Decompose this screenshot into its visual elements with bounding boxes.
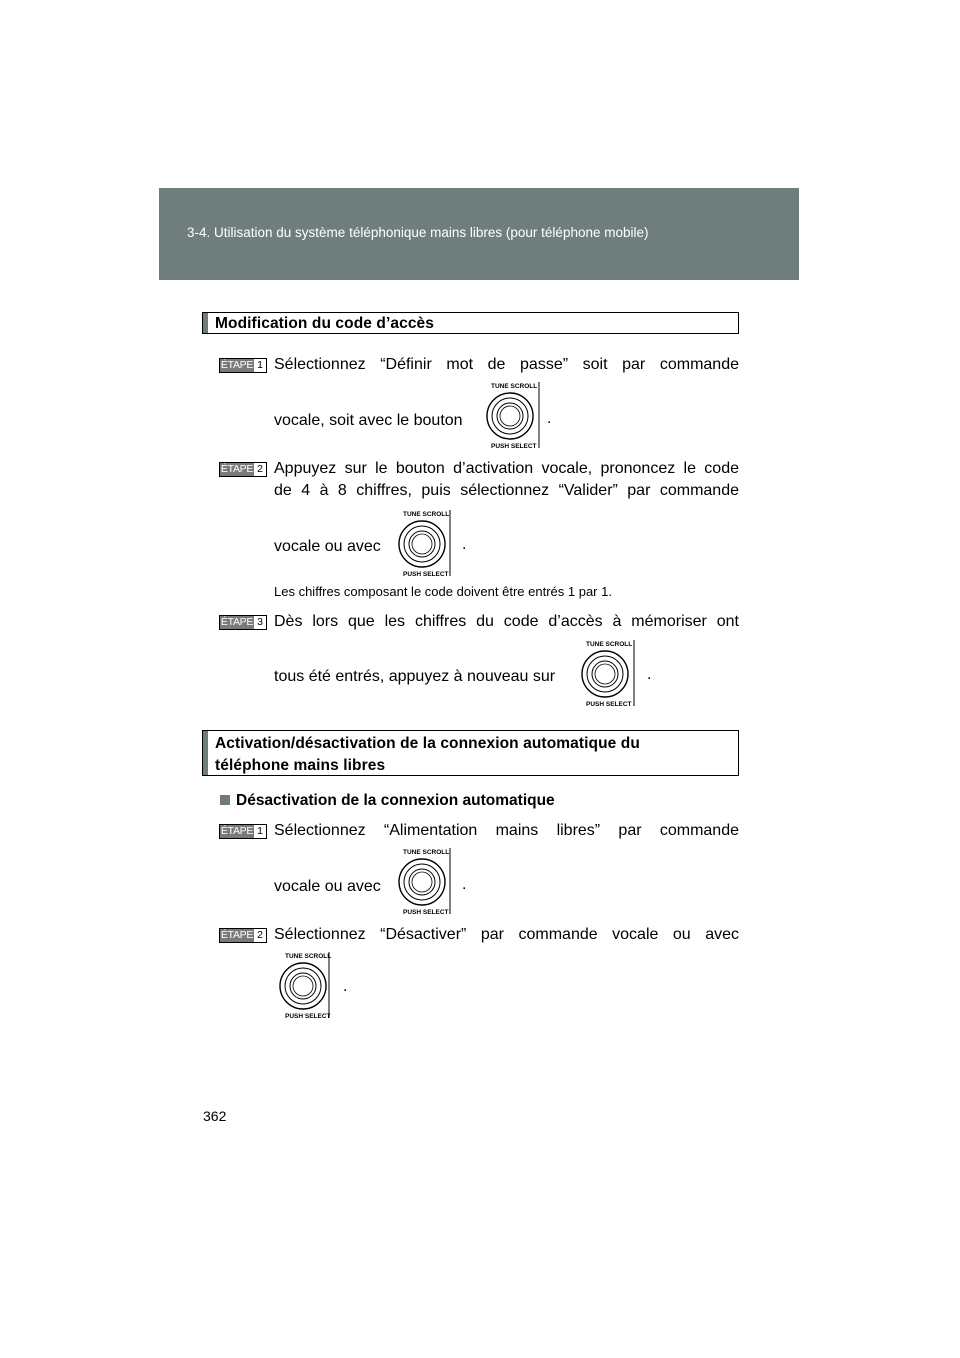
svg-text:TUNE SCROLL: TUNE SCROLL [285,953,332,960]
step-text: Dès lors que les chiffres du code d’accès à mémoriser ont [274,613,739,630]
tune-scroll-push-select-knob-icon [392,508,456,578]
step-badge: ÉTAPE 3 [219,615,267,630]
page-number: 362 [203,1108,227,1124]
section-title-box-code-change [202,312,739,334]
square-bullet-icon [220,795,230,805]
svg-text:TUNE SCROLL: TUNE SCROLL [403,511,450,518]
sub-heading: Désactivation de la connexion automatique [220,792,555,810]
section-title: Modification du code d’accès [215,315,434,332]
section-title-line: téléphone mains libres [215,757,386,774]
step-badge: ÉTAPE 2 [219,462,267,477]
step-text: de 4 à 8 chiffres, puis sélectionnez “Valider” par commande [274,482,739,499]
step-text: Sélectionnez “Définir mot de passe” soit par commande [274,356,739,373]
svg-text:PUSH SELECT: PUSH SELECT [403,909,449,916]
svg-text:PUSH SELECT: PUSH SELECT [491,443,537,450]
tune-scroll-push-select-knob-icon [574,638,638,708]
step-text: vocale ou avec [274,538,381,555]
step-badge: ÉTAPE 1 [219,824,267,839]
svg-text:PUSH SELECT: PUSH SELECT [586,701,632,708]
svg-text:PUSH SELECT: PUSH SELECT [403,571,449,578]
tune-scroll-push-select-knob-icon [276,950,340,1020]
step-badge: ÉTAPE 1 [219,358,267,373]
step-text: vocale ou avec [274,878,381,895]
section-title-box-auto-connection [202,730,739,776]
step-text: vocale, soit avec le bouton [274,412,463,429]
chapter-title: 3-4. Utilisation du système téléphonique mains libres (pour téléphone mobile) [187,225,649,240]
note-text: Les chiffres composant le code doivent être entrés 1 par 1. [274,584,612,599]
svg-text:TUNE SCROLL: TUNE SCROLL [403,849,450,856]
step-text: Sélectionnez “Alimentation mains libres” par commande [274,822,739,839]
svg-text:PUSH SELECT: PUSH SELECT [285,1013,331,1020]
tune-scroll-push-select-knob-icon [392,846,456,916]
chapter-header-band [159,188,799,280]
step-text: Appuyez sur le bouton d’activation vocale, prononcez le code [274,460,739,477]
section-title-line: Activation/désactivation de la connexion automatique du [215,735,640,752]
step-text: Sélectionnez “Désactiver” par commande vocale ou avec [274,926,739,943]
step-badge: ÉTAPE 2 [219,928,267,943]
svg-text:TUNE SCROLL: TUNE SCROLL [491,383,538,390]
step-text: tous été entrés, appuyez à nouveau sur [274,668,556,685]
svg-text:TUNE SCROLL: TUNE SCROLL [586,641,633,648]
tune-scroll-push-select-knob-icon [478,380,542,450]
